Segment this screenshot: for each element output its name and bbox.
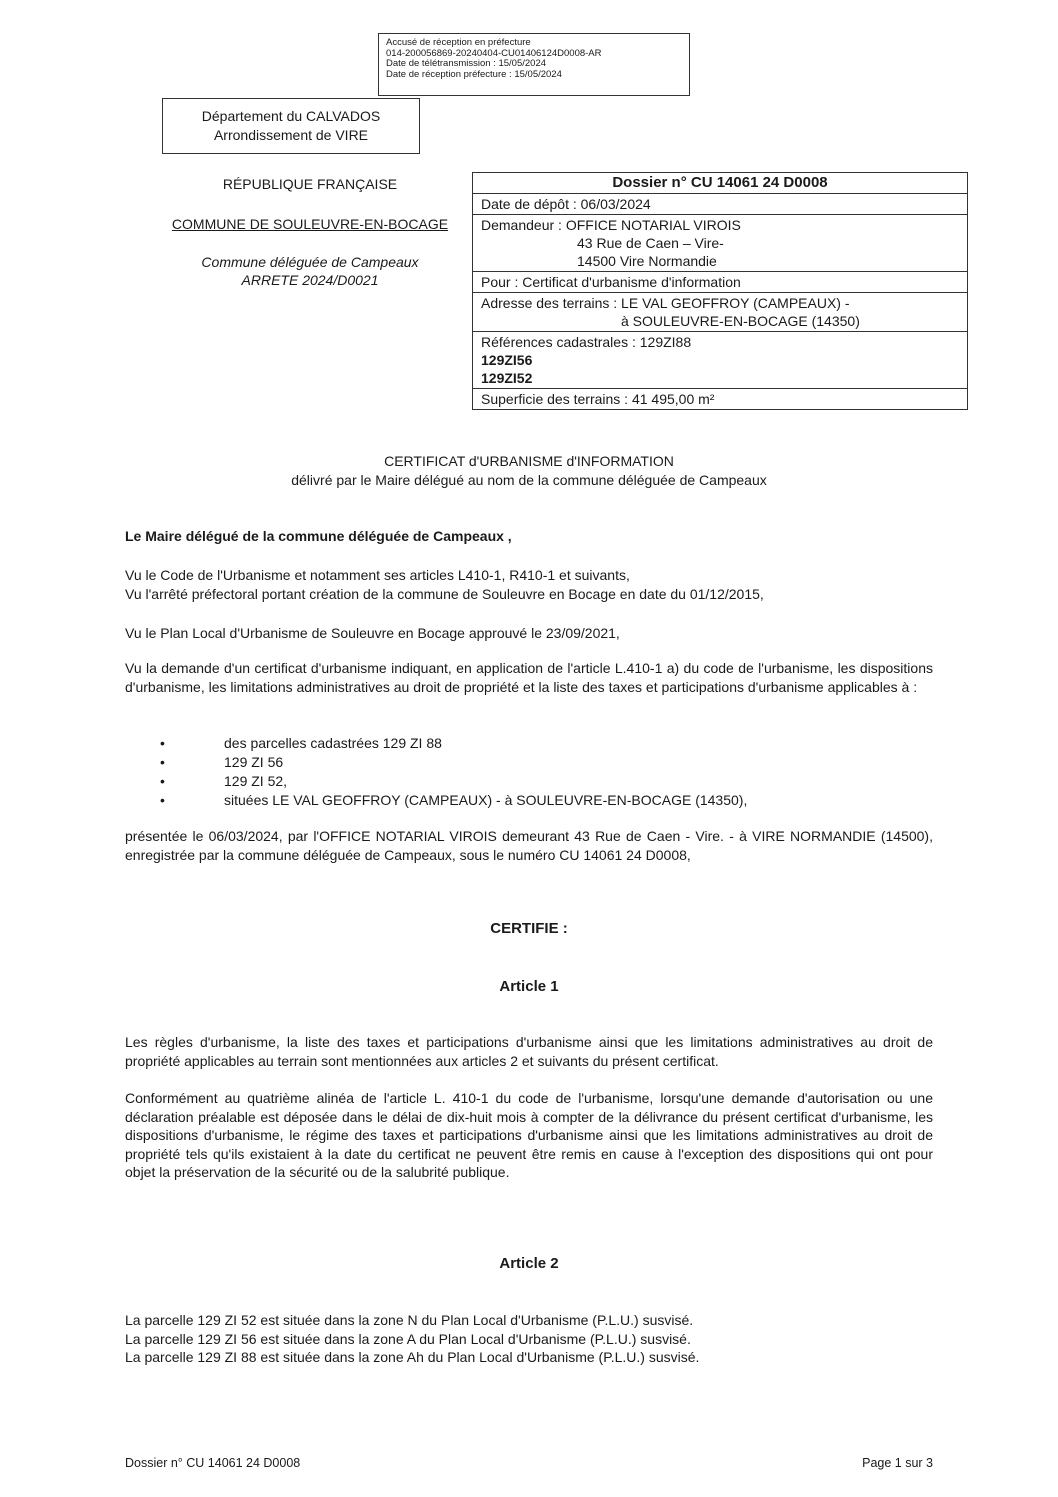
- article-1-heading: Article 1: [499, 978, 559, 995]
- stamp-line: Date de réception préfecture : 15/05/2024: [386, 68, 562, 80]
- cadastral-refs-block: [473, 332, 967, 389]
- dossier-info-box: [472, 172, 968, 410]
- delegated-commune: Commune déléguée de Campeaux: [201, 254, 419, 270]
- applicant-city: 14500 Vire Normandie: [577, 253, 717, 269]
- land-surface: Superficie des terrains : 41 495,00 m²: [481, 391, 715, 407]
- zone-line: La parcelle 129 ZI 52 est située dans la zone N du Plan Local d'Urbanisme (P.L.U.) susvisé.: [125, 1312, 694, 1328]
- bullet-icon: •: [160, 792, 165, 808]
- article-2-zones: [125, 1311, 933, 1367]
- vu-plu: Vu le Plan Local d'Urbanisme de Souleuvre en Bocage approuvé le 23/09/2021,: [125, 625, 620, 641]
- page-number: Page 1 sur 3: [862, 1456, 933, 1470]
- prefecture-receipt-stamp: [378, 33, 690, 96]
- vu-demande: Vu la demande d'un certificat d'urbanisme indiquant, en application de l'article L.410-1 a) du code de l'urbanisme, les dispositions d'urbanisme, les limitations administratives au droit de propriété et la liste des taxes et participations d'urbanisme applicables à :: [125, 660, 933, 695]
- cadastral-ref: 129ZI52: [481, 370, 533, 386]
- bullet-icon: •: [160, 773, 165, 789]
- land-address: Adresse des terrains : LE VAL GEOFFROY (CAMPEAUX) -: [481, 295, 850, 311]
- vu-code: Vu le Code de l'Urbanisme et notamment ses articles L410-1, R410-1 et suivants,: [125, 567, 630, 583]
- list-item: • 129 ZI 56: [160, 754, 284, 770]
- presentee-paragraph: présentée le 06/03/2024, par l'OFFICE NOTARIAL VIROIS demeurant 43 Rue de Caen - Vire. - à VIRE NORMANDIE (14500), enregistrée par la commune déléguée de Campeaux, sous le numéro CU 14061 24 D0008,: [125, 828, 933, 863]
- request-purpose: Pour : Certificat d'urbanisme d'information: [473, 272, 967, 293]
- applicant-name: Demandeur : OFFICE NOTARIAL VIROIS: [481, 217, 741, 233]
- certifie-heading: CERTIFIE :: [490, 920, 568, 937]
- certificate-title-line: CERTIFICAT d'URBANISME d'INFORMATION: [384, 453, 674, 469]
- cadastral-ref: 129ZI56: [481, 352, 533, 368]
- bullet-icon: •: [160, 735, 165, 751]
- vu-block: [125, 566, 933, 603]
- arrondissement-line: Arrondissement de VIRE: [213, 127, 369, 143]
- arrete-number: ARRETE 2024/D0021: [241, 272, 379, 288]
- applicant-block: [473, 215, 967, 272]
- stamp-line: Date de télétransmission : 15/05/2024: [386, 58, 547, 69]
- stamp-line: 014-200056869-20240404-CU01406124D0008-AR: [386, 47, 602, 59]
- department-line: Département du CALVADOS: [201, 108, 381, 124]
- parcel-list: [160, 734, 860, 810]
- article-1-paragraph: Conformément au quatrième alinéa de l'article L. 410-1 du code de l'urbanisme, lorsqu'une demande d'autorisation ou une déclaration préalable est déposée dans le délai de dix-huit mois à compter de la délivrance du présent certificat d'urbanisme, les dispositions d'urbanisme, le régime des taxes et participations d'urbanisme ainsi que les limitations administratives au droit de propriété tels qu'ils existaient à la date du certificat ne peuvent être remis en cause à l'exception des dispositions qui ont pour objet la préservation de la sécurité ou de la salubrité publique.: [125, 1090, 933, 1180]
- department-box: [162, 98, 420, 154]
- vu-arrete: Vu l'arrêté préfectoral portant création de la commune de Souleuvre en Bocage en date du 01/12/2015,: [125, 585, 764, 602]
- article-2-heading: Article 2: [499, 1255, 559, 1272]
- list-item: • des parcelles cadastrées 129 ZI 88: [160, 735, 442, 751]
- land-address-block: [473, 293, 967, 332]
- zone-line: La parcelle 129 ZI 88 est située dans la zone Ah du Plan Local d'Urbanisme (P.L.U.) susvisé.: [125, 1349, 700, 1365]
- list-item: • situées LE VAL GEOFFROY (CAMPEAUX) - à SOULEUVRE-EN-BOCAGE (14350),: [160, 792, 748, 808]
- cadastral-ref: Références cadastrales : 129ZI88: [481, 334, 692, 350]
- certificate-subtitle: délivré par le Maire délégué au nom de la commune déléguée de Campeaux: [291, 472, 767, 488]
- maire-statement: Le Maire délégué de la commune déléguée de Campeaux ,: [125, 528, 512, 544]
- deposit-date: Date de dépôt : 06/03/2024: [473, 194, 967, 215]
- zone-line: La parcelle 129 ZI 56 est située dans la zone A du Plan Local d'Urbanisme (P.L.U.) susvisé.: [125, 1330, 691, 1347]
- footer-dossier-number: Dossier n° CU 14061 24 D0008: [125, 1456, 301, 1470]
- certificate-title: [0, 452, 1058, 490]
- stamp-line: Accusé de réception en préfecture: [386, 37, 531, 48]
- bullet-icon: •: [160, 754, 165, 770]
- commune-heading: COMMUNE DE SOULEUVRE-EN-BOCAGE: [171, 216, 449, 232]
- applicant-street: 43 Rue de Caen – Vire-: [577, 235, 724, 251]
- article-1-paragraph: Les règles d'urbanisme, la liste des taxes et participations d'urbanisme ainsi que les limitations administratives au droit de propriété applicables au terrain sont mentionnées aux articles 2 et suivants du présent certificat.: [125, 1034, 933, 1069]
- land-commune: à SOULEUVRE-EN-BOCAGE (14350): [621, 313, 860, 329]
- dossier-number: Dossier n° CU 14061 24 D0008: [473, 173, 967, 194]
- republic-heading: RÉPUBLIQUE FRANÇAISE: [222, 176, 398, 192]
- list-item: • 129 ZI 52,: [160, 773, 288, 789]
